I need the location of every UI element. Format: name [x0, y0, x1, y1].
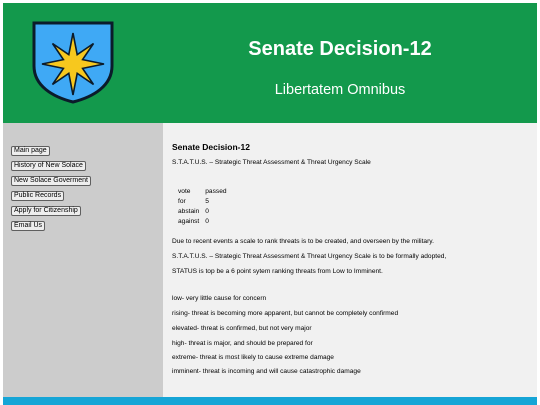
- vote-row-label: abstain: [178, 208, 200, 215]
- nav-email-button[interactable]: Email Us: [11, 221, 45, 231]
- nav-history-button[interactable]: History of New Solace: [11, 161, 86, 171]
- threat-level-item: elevated- threat is confirmed, but not very major: [172, 325, 312, 332]
- site-motto: Libertatem Omnibus: [274, 82, 406, 98]
- vote-row-value: 0: [205, 218, 209, 225]
- content-subtitle: S.T.A.T.U.S. – Strategic Threat Assessment & Threat Urgency Scale: [172, 159, 371, 166]
- site-title: Senate Decision-12: [248, 38, 432, 60]
- threat-level-item: low- very little cause for concern: [172, 295, 267, 302]
- page: [3, 3, 537, 405]
- threat-level-item: extreme- threat is most likely to cause extreme damage: [172, 354, 334, 361]
- vote-row-value: 0: [205, 208, 209, 215]
- footer-bar: [3, 397, 537, 405]
- nav-item: [11, 154, 91, 169]
- vote-row-label: against: [178, 218, 200, 225]
- vote-row-label: for: [178, 198, 186, 205]
- nav-item: [11, 184, 91, 199]
- nav-item: [11, 199, 91, 214]
- vote-row: [175, 197, 230, 207]
- vote-header-row: [175, 187, 230, 197]
- threat-level-item: high- threat is major, and should be prepared for: [172, 340, 313, 347]
- nav-list: [11, 139, 91, 229]
- nav-item: [11, 139, 91, 154]
- content-paragraph: STATUS is top be a 6 point sytem ranking threats from Low to Imminent.: [172, 268, 383, 275]
- content-title: Senate Decision-12: [172, 142, 250, 152]
- main-content: [172, 142, 532, 375]
- nav-public-records-button[interactable]: Public Records: [11, 191, 64, 201]
- threat-level-item: rising- threat is becoming more apparent, but cannot be completely confirmed: [172, 310, 399, 317]
- content-paragraph: Due to recent events a scale to rank threats is to be created, and overseen by the military.: [172, 238, 434, 245]
- vote-row: [175, 207, 230, 217]
- sidebar: [3, 123, 163, 397]
- nav-item: [11, 214, 91, 229]
- content-paragraph: S.T.A.T.U.S. – Strategic Threat Assessment & Threat Urgency Scale is to be formally adopted,: [172, 253, 447, 260]
- nav-citizenship-button[interactable]: Apply for Citizenship: [11, 206, 81, 216]
- vote-row-value: 5: [205, 198, 209, 205]
- vote-row: [175, 217, 230, 227]
- nav-main-page-button[interactable]: Main page: [11, 146, 50, 156]
- threat-level-item: imminent- threat is incoming and will cause catastrophic damage: [172, 368, 361, 375]
- nav-item: [11, 169, 91, 184]
- vote-header-label: vote: [178, 188, 191, 195]
- nav-government-button[interactable]: New Solace Goverment: [11, 176, 91, 186]
- shield-star-icon: [31, 20, 115, 104]
- vote-header-result: passed: [205, 188, 227, 195]
- vote-table: [175, 187, 230, 227]
- site-header: [3, 3, 537, 123]
